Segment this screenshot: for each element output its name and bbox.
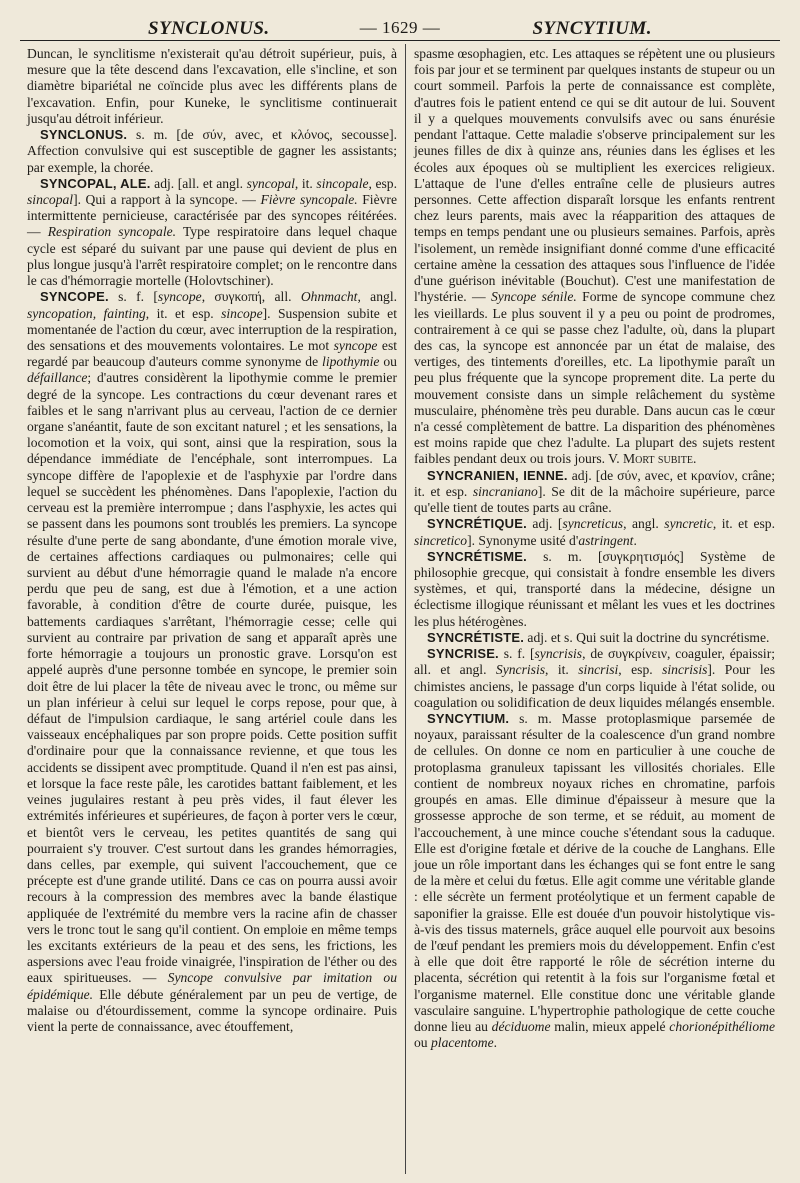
italic-term: Ohnmacht bbox=[300, 289, 358, 305]
left-column bbox=[27, 46, 397, 1035]
italic-term: sincopal bbox=[27, 191, 74, 207]
entry-text: . bbox=[633, 532, 637, 548]
entry-text: s. f. [ bbox=[498, 646, 535, 662]
entry-text: , it. bbox=[294, 175, 317, 191]
italic-term: syncope bbox=[333, 337, 378, 353]
italic-term: sincopale bbox=[316, 175, 369, 191]
entry-text: . bbox=[493, 1035, 498, 1051]
dictionary-entry bbox=[27, 289, 397, 1035]
entry-text: s. m. Masse protoplasmique parsemée de noyaux, paraissant résulter de la coalescence d'un grand nombre de cellules. On donne ce nom en particulier à une couche de protoplasma granuleux tapissant les villosités choriales. Elle contient de nombreux noyaux riches en chromatine, parfois groupés en amas. Elle diminue d'épaisseur à mesure que la grossesse approche de son terme, et se réduit, au moment de l'accouchement, à une mince couche s'étendant sous la caduque. Elle est d'origine fœtale et dérive de la couche de Langhans. Elle joue un rôle important dans les échanges qui se font entre le sang de la mère et celui du fœtus. Elle agit comme une véritable glande : elle sécrète un ferment protéolytique et un ferment capable de saponifier la graisse. Elle est douée d'un pouvoir histolytique vis-à-vis des tissus maternels, grâce auquel elle pourvoit aux besoins de l'œuf pendant les premiers mois du développement. Enfin c'est à elle que doit être rapporté le rôle de sécrétion interne du placenta, sécrétion qui retentit à la fois sur l'organisme fœtal et l'organisme maternel. Elle constitue donc une véritable glande vasculaire sanguine. L'hypertrophie pathologique de cette couche donne lieu au bbox=[414, 710, 775, 1035]
entry-text: ; d'autres considèrent la lipothymie comme le premier degré de la syncope. Les contractions du cœur devenant rares et faibles et le sang n'arrivant plus au cerveau, l'action de ce dernier organe s'anéantit, faute de son excitant naturel ; et les sensations, la locomotion et la voix, qui sont, ainsi que la respiration, sous la dépendance immédiate de l'encéphale, sont interrompues. La syncope diffère de l'apoplexie et de l'asphyxie par l'ordre dans lequel se succèdent les phénomènes. Dans l'apoplexie, l'action du cerveau est la première interrompue ; dans l'asphyxie, les actes qui se passent dans les poumons sont troublés les premiers. La syncope résulte d'une perte de sang abondante, d'une émotion morale vive, de certaines affections cardiaques ou pulmonaires; celle qui survient au début d'une hémorragie quand le malade n'a encore perdu que peu de sang, est due à l'émotion, et a une action favorable, à condition d'être de courte durée, puisque, les battements cardiaques s'arrêtant, l'hémorragie cesse; celle qui survient au contraire par privation de sang et apparaît après une forte hémorragie a toujours un pronostic grave. Lorsqu'on est appelé auprès d'une personne tombée en syncope, le premier soin doit être de lui placer la tête de niveau avec le tronc, ou même sur un plan inférieur à celui sur lequel le corps repose, pour que, à défaut de l'impulsion cardiaque, le sang artériel coule dans les vaisseaux encéphaliques par son propre poids. Cette position suffit d'ordinaire pour que la connaissance revienne, et que tous les accidents se dissipent avec promptitude. Quand il n'en est pas ainsi, et lorsque la face reste pâle, les carotides battant faiblement, et les veines jugulaires restant à peu près vides, il faut élever les extrémités inférieures et supérieures, de façon à porter vers le cœur, et bientôt vers le cerveau, les petites quantités de sang qui pourraient s'y trouver. C'est surtout dans les grandes hémorragies, dans celles, par exemple, qui suivent l'accouchement, que ce précepte est d'une grande utilité. Dans ce cas on pourra aussi avoir recours à la compression des membres avec la bande élastique appliquée de l'extrémité du membre vers la racine afin de chasser vers le tronc tout le sang qu'il contient. On emploie en même temps les excitants extérieurs de la peau et des sens, les frictions, les aspersions avec l'eau froide vinaigrée, l'inspiration de l'éther ou des eaux spiritueuses. — bbox=[27, 370, 397, 986]
dictionary-entry bbox=[27, 127, 397, 176]
entry-text: s. m. [de σύν, avec, et κλόνος, secousse]. Affection convulsive qui est susceptible de gagner les assistants; par exemple, la chorée. bbox=[27, 127, 397, 175]
column-divider bbox=[405, 44, 406, 1174]
entry-text: spasme œsophagien, etc. Les attaques se répètent une ou plusieurs fois par jour et se terminent par quelques instants de stupeur ou un court sommeil. Parfois la perte de connaissance est complète, d'autres fois le patient entend ce qui se dit autour de lui. Souvent il y a quelques mouvements convulsifs avec ou sans énurésie pendant l'attaque. Cette maladie s'observe principalement sur les jeunes filles de dix à quinze ans, réunies dans les églises et les écoles aux époques où se multiplient les exercices religieux. L'attaque de l'une d'elles entraîne celle de plusieurs autres personnes. Cette affection disparaît lorsque les enfants rentrent chez leurs parents, mais avec la réapparition des attaques de temps en temps pendant une ou plusieurs semaines. Parfois, après l'isolement, un remède insignifiant donné comme d'une efficacité certaine amène la cessation des attaques sous l'influence de l'idée d'une guérison inévitable (Bouchut). C'est une manifestation de l'hystérie. — bbox=[414, 46, 775, 305]
entry-text: Fièvre intermittente pernicieuse, caractérisée par des syncopes réitérées. — bbox=[27, 191, 397, 240]
entry-headword: SYNCRÉTIQUE. bbox=[427, 516, 527, 532]
header-rule bbox=[20, 40, 780, 41]
entry-text: , it. et esp. bbox=[145, 305, 222, 321]
entry-text: ou bbox=[414, 1035, 431, 1051]
cross-reference: Mort subite bbox=[623, 451, 693, 467]
entry-headword: SYNCRANIEN, IENNE. bbox=[427, 467, 568, 483]
italic-term: sincrisi bbox=[578, 662, 619, 678]
entry-text: Elle débute généralement par un peu de vertige, de malaise ou d'étourdissement, comme la syncope ordinaire. Puis vient la perte de connaissance, avec étouffement, bbox=[27, 986, 397, 1035]
italic-term: placentome bbox=[431, 1035, 494, 1051]
entry-text: s. f. [ bbox=[108, 289, 158, 305]
italic-term: syncretic bbox=[664, 516, 713, 532]
entry-headword: SYNCRÉTISTE. bbox=[427, 629, 525, 645]
italic-term: lipothymie bbox=[322, 354, 380, 370]
italic-term: chorionépithéliome bbox=[669, 1019, 775, 1035]
running-header bbox=[20, 14, 780, 40]
entry-text: ou bbox=[379, 354, 397, 370]
italic-term: syncope bbox=[157, 289, 202, 305]
dictionary-entry bbox=[414, 646, 775, 711]
entry-text: Forme de syncope commune chez les vieillards. Le plus souvent il y a peu ou point de prodromes, contrairement à ce qui se passe chez l'adulte, où, dans la plupart des cas, la syncope est annoncée par un état de malaise, des vertiges, des tintements d'oreilles, etc. La lipothymie paraît un peu plus fréquente que la syncope proprement dite. La perte du mouvement consiste dans un simple relâchement du système musculaire, phénomène très peu durable. Dans aucun cas le cœur n'a cessé complètement de battre. La disparition des phénomènes est moins rapide que chez l'adulte. La plupart des sujets restent faibles pendant deux ou trois jours. V. bbox=[414, 289, 775, 467]
italic-term: syncopation, fainting bbox=[27, 305, 146, 321]
entry-text: adj. et s. Qui suit la doctrine du syncrétisme. bbox=[524, 629, 770, 645]
dictionary-entry bbox=[414, 516, 775, 548]
italic-term: Syncope convulsive par imitation ou épidémique. bbox=[27, 970, 397, 1002]
entry-text: malin, mieux appelé bbox=[550, 1019, 670, 1035]
entry-text: ]. Suspension subite et momentanée de l'action du cœur, avec interruption de la respiration, des sensations et des mouvements volontaires. Le mot bbox=[27, 305, 397, 353]
italic-term: sincraniano bbox=[472, 483, 538, 499]
entry-text: Type respiratoire dans lequel chaque cycle est séparé du suivant par une pause qui devient de plus en plus longue jusqu'à l'arrêt respiratoire complet; on le rencontre dans le cas d'hémorragie mortelle (Holovtschiner). bbox=[27, 224, 397, 289]
header-right-title: SYNCYTIUM. bbox=[532, 18, 652, 39]
entry-headword: SYNCYTIUM. bbox=[427, 710, 510, 726]
entry-headword: SYNCRISE. bbox=[427, 646, 499, 662]
entry-text: , συγκοπή, all. bbox=[201, 289, 301, 305]
right-column bbox=[414, 46, 775, 1052]
entry-text: , de συγκρίνειν, coaguler, épaissir; all. et angl. bbox=[414, 646, 776, 678]
italic-term: syncreticus bbox=[562, 516, 624, 532]
italic-term: Fièvre syncopale. bbox=[260, 191, 358, 207]
italic-term: sincrisis bbox=[662, 662, 708, 678]
dictionary-entry bbox=[414, 549, 775, 630]
entry-text: , it. bbox=[545, 662, 579, 678]
entry-text: est regardé par beaucoup d'auteurs comme synonyme de bbox=[27, 337, 398, 370]
entry-text: , angl. bbox=[623, 516, 665, 532]
continued-paragraph bbox=[27, 46, 397, 127]
italic-term: syncrisis bbox=[534, 646, 583, 662]
italic-term: Syncrisis bbox=[495, 662, 546, 678]
italic-term: Syncope sénile. bbox=[491, 289, 577, 305]
italic-term: astringent bbox=[578, 532, 634, 548]
dictionary-entry bbox=[27, 176, 397, 290]
entry-text: ]. Synonyme usité d' bbox=[467, 532, 579, 548]
entry-text: ]. Qui a rapport à la syncope. — bbox=[73, 191, 261, 207]
entry-text: Duncan, le synclitisme n'existerait qu'au détroit supérieur, puis, à mesure que la tête descend dans l'excavation, elle s'incline, et son diamètre bipariétal ne coïncide plus avec les différents plans de l'excavation. Enfin, pour Kuneke, le synclitisme continuerait jusqu'au détroit inférieur. bbox=[27, 46, 397, 126]
entry-text: , it. et esp. bbox=[712, 516, 775, 532]
italic-term: Respiration syncopale. bbox=[47, 224, 177, 240]
entry-text: s. m. [συγκρητισμός] Système de philosophie grecque, qui consistait à fondre ensemble les divers systèmes, et qui, transporté dans la médecine, désigne un éclectisme illogique réunissant et mêlant les vues et les doctrines les plus hétérogènes. bbox=[414, 548, 775, 629]
entry-text: . bbox=[692, 451, 697, 467]
italic-term: déciduome bbox=[491, 1019, 551, 1035]
entry-headword: SYNCRÉTISME. bbox=[427, 548, 527, 564]
entry-text: ]. Pour les chimistes anciens, le passage d'un corps liquide à l'état solide, ou coagulation ou solidification de deux liquides mélangés ensemble. bbox=[414, 662, 775, 710]
page-number: — 1629 — bbox=[359, 18, 441, 37]
entry-text: , esp. bbox=[368, 175, 398, 191]
header-left-title: SYNCLONUS. bbox=[148, 18, 270, 39]
entry-text: ]. Se dit de la mâchoire supérieure, parce qu'elle tient de toutes parts au crâne. bbox=[414, 483, 775, 516]
continued-paragraph bbox=[414, 46, 775, 468]
dictionary-entry bbox=[414, 711, 775, 1052]
dictionary-entry bbox=[414, 630, 775, 646]
entry-text: , esp. bbox=[618, 662, 663, 678]
italic-term: défaillance bbox=[27, 370, 88, 386]
entry-text: adj. [ bbox=[526, 516, 563, 532]
entry-text: adj. [de σύν, avec, et κρανίον, crâne; it. et esp. bbox=[414, 467, 775, 499]
italic-term: sincope bbox=[221, 305, 263, 321]
entry-text: , angl. bbox=[357, 289, 397, 305]
entry-text: adj. [all. et angl. bbox=[150, 175, 247, 191]
italic-term: sincretico bbox=[414, 532, 468, 548]
entry-headword: SYNCLONUS. bbox=[40, 127, 128, 143]
entry-headword: SYNCOPAL, ALE. bbox=[40, 175, 151, 191]
dictionary-entry bbox=[414, 468, 775, 517]
italic-term: syncopal bbox=[246, 175, 295, 191]
entry-headword: SYNCOPE. bbox=[40, 289, 109, 305]
